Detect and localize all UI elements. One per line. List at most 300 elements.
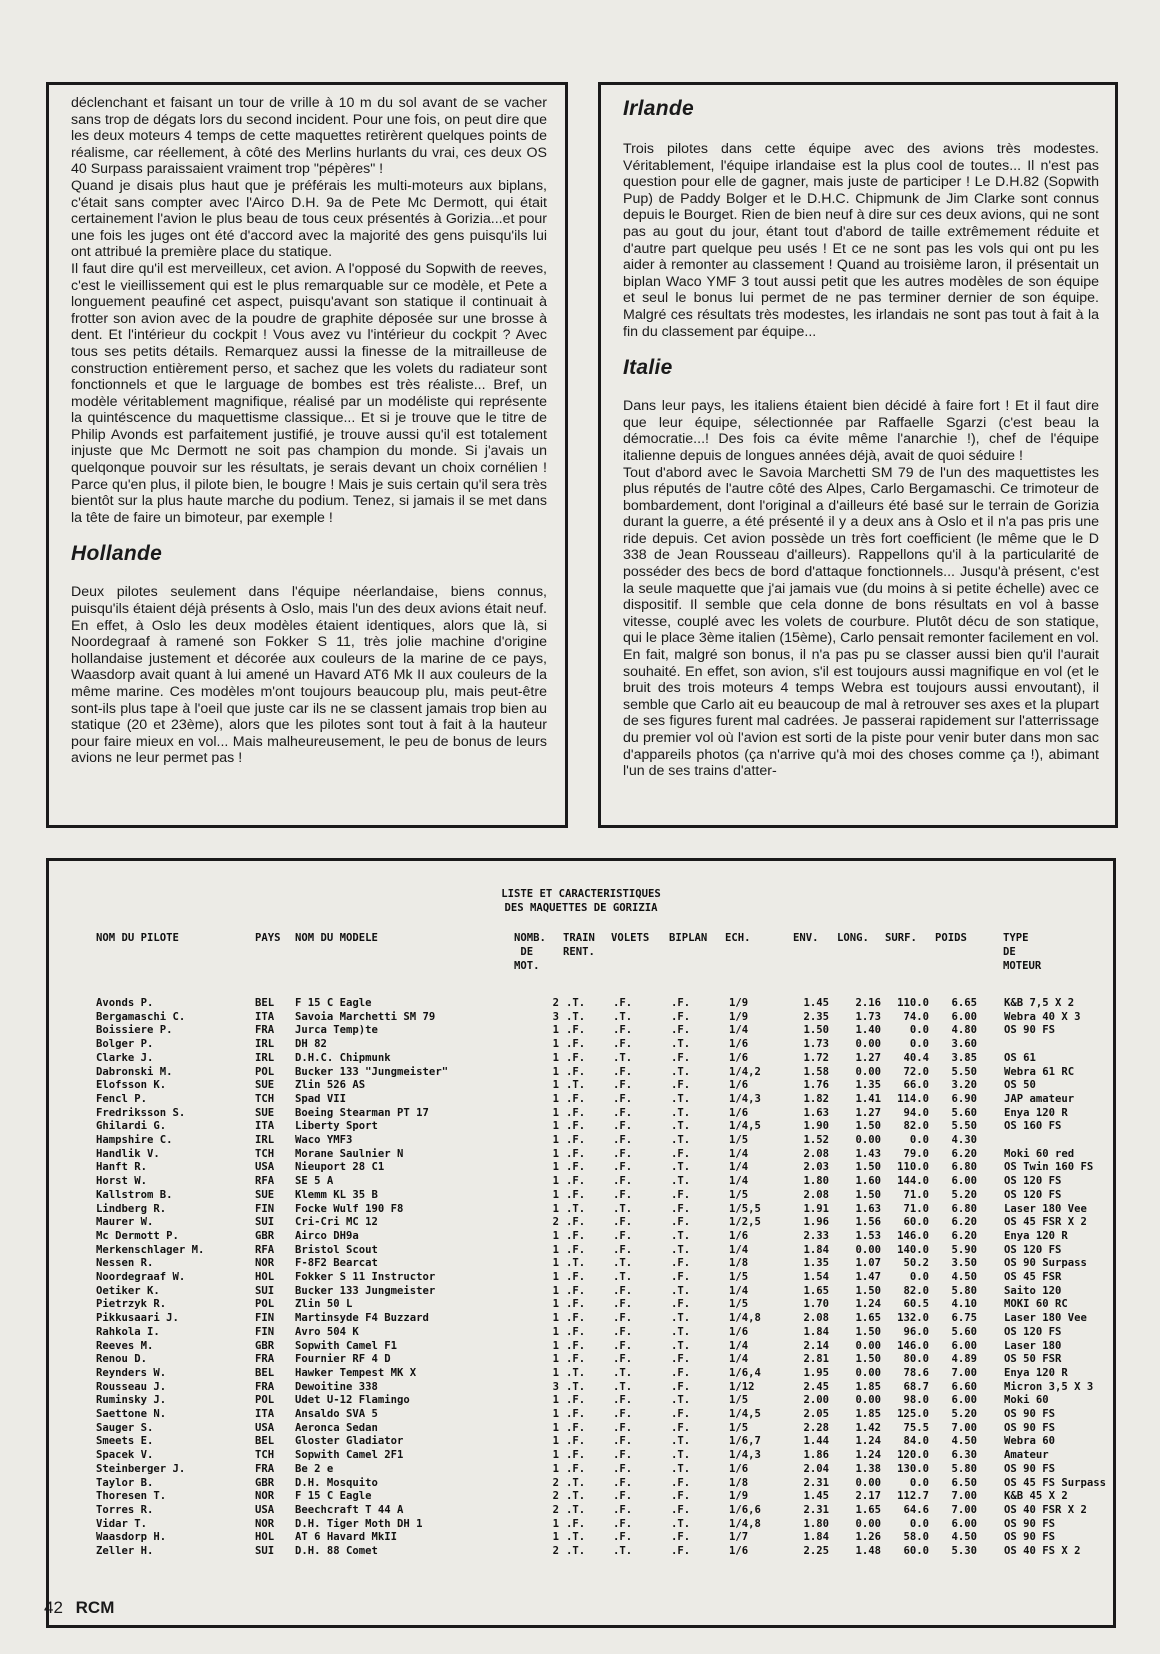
cell-biplan: .T. [671,1175,691,1188]
table-row [49,1203,1113,1217]
cell-poids: 4.10 [951,1298,977,1311]
section-heading-irlande: Irlande [623,97,694,120]
cell-modele: DH 82 [295,1038,327,1051]
cell-pilote: Oetiker K. [96,1284,160,1297]
table-row [49,1038,1113,1052]
cell-poids: 7.00 [951,1366,977,1379]
cell-pays: NOR [255,1490,275,1503]
cell-train: .F. [566,1106,586,1119]
cell-train: .F. [566,1229,586,1242]
cell-poids: 6.00 [951,1339,977,1352]
cell-surf: 82.0 [903,1284,929,1297]
cell-ech: 1/2,5 [729,1216,761,1229]
cell-poids: 6.00 [951,1517,977,1530]
cell-surf: 71.0 [903,1188,929,1201]
cell-long: 1.85 [855,1380,881,1393]
header-ech: ECH. [725,932,751,944]
cell-poids: 5.20 [951,1188,977,1201]
cell-ech: 1/5 [729,1394,749,1407]
cell-long: 2.17 [855,1490,881,1503]
cell-train: .T. [566,997,586,1009]
cell-biplan: .T. [671,1092,691,1105]
table-row [49,1422,1113,1436]
cell-pilote: Steinberger J. [96,1462,186,1475]
cell-nomb: 1 [552,1517,559,1530]
cell-env: 2.05 [803,1408,829,1420]
cell-moteur: OS 45 FS Surpass [1004,1476,1107,1489]
cell-env: 1.44 [803,1435,829,1448]
cell-surf: 60.0 [903,1216,929,1229]
cell-ech: 1/6 [729,1545,749,1557]
table-row [49,1024,1113,1038]
table-row [49,1257,1113,1271]
cell-env: 1.52 [803,1134,829,1146]
cell-pays: SUI [255,1284,275,1297]
table-row [49,1148,1113,1162]
cell-pilote: Clarke J. [96,1051,154,1064]
cell-surf: 94.0 [903,1106,929,1119]
table-row [49,1463,1113,1477]
cell-volets: .F. [613,1503,633,1516]
cell-moteur: Amateur [1004,1449,1049,1462]
cell-volets: .T. [613,1051,633,1064]
cell-nomb: 1 [552,1106,559,1119]
cell-ech: 1/6 [729,1051,749,1064]
cell-ech: 1/5 [729,1134,749,1146]
cell-train: .F. [566,1284,586,1297]
cell-surf: 146.0 [897,1339,929,1352]
cell-nomb: 1 [552,1257,559,1270]
table-row [49,1435,1113,1449]
cell-biplan: .T. [671,1134,691,1146]
cell-biplan: .F. [671,1545,691,1557]
paragraph: Tout d'abord avec le Savoia Marchetti SM 79 de l'un des maquettistes les plus réputés de l'autre côté des Alpes, Carlo Bergamaschi. Ce trimoteur de bombardement, dont l'original a d'ailleurs été basé sur le terrain de Gorizia durant la guerre, a été présenté il y a deux ans à Oslo et il n'a pas pris une ride depuis. Cet avion possède un très fort coefficient (le même que le D 338 de Jean Rousseau d'ailleurs). Rappellons qu'il à la particularité de posséder des becs de bord d'attaque fonctionnels... Jusqu'à présent, c'est la seule maquette que j'ai jamais vue (du moins à si petite échelle) avec ce dispositif. Il semble que cela donne de bons résultats en vol à basse vitesse, couplé avec les volets de courbure. Plutôt décu de son statique, qui le place 3ème italien (15ème), Carlo pensait remonter facilement en vol. En fait, malgré son bonus, il n'a pas pu se classer aussi bien qu'il l'aurait souhaité. En effet, son avion, s'il est toujours aussi magnifique en vol (et le bruit des trois moteurs 4 temps Webra est toujours aussi envoutant), il semble que Carlo ait eu beaucoup de mal à retrouver ses axes et la plupart de ses figures furent mal cadrées. Je passerai rapidement sur l'atterrissage du premier vol où l'avion est sorti de la piste pour venir buter dans mon sac d'appareils photos (ça n'arrive qu'à moi des choses comme ça !), abimant l'un de ses trains d'atter- [623,464,1099,780]
cell-modele: Martinsyde F4 Buzzard [295,1312,429,1325]
cell-env: 1.63 [803,1106,829,1119]
cell-poids: 5.20 [951,1408,977,1420]
cell-poids: 3.50 [951,1257,977,1270]
cell-pilote: Ruminsky J. [96,1394,167,1407]
cell-env: 2.14 [803,1339,829,1352]
cell-moteur: Micron 3,5 X 3 [1004,1380,1094,1393]
cell-ech: 1/4 [729,1243,749,1256]
cell-train: .F. [566,1325,586,1338]
cell-pilote: Hanft R. [96,1161,148,1174]
cell-surf: 98.0 [903,1394,929,1407]
cell-train: .F. [566,1298,586,1311]
cell-surf: 114.0 [897,1092,929,1105]
cell-biplan: .F. [671,1380,691,1393]
cell-pilote: Merkenschlager M. [96,1243,205,1256]
cell-surf: 0.0 [909,1517,929,1530]
cell-long: 1.50 [855,1284,881,1297]
cell-env: 1.84 [803,1325,829,1338]
cell-nomb: 1 [552,1134,559,1146]
cell-pilote: Sauger S. [96,1421,154,1434]
cell-train: .T. [566,1545,586,1557]
cell-long: 1.24 [855,1298,881,1311]
table-row [49,1449,1113,1463]
cell-train: .F. [566,1092,586,1105]
table-row [49,1490,1113,1504]
cell-biplan: .T. [671,1065,691,1078]
cell-poids: 5.50 [951,1065,977,1078]
cell-moteur: OS 90 Surpass [1004,1257,1087,1270]
cell-env: 1.90 [803,1120,829,1133]
cell-env: 1.35 [803,1257,829,1270]
cell-long: 0.00 [855,1366,881,1379]
cell-poids: 6.00 [951,1394,977,1407]
cell-pays: GBR [255,1229,275,1242]
cell-biplan: .F. [671,1476,691,1489]
cell-pays: FRA [255,1380,275,1393]
cell-train: .F. [566,1271,586,1283]
cell-env: 2.25 [803,1545,829,1557]
cell-biplan: .F. [671,1010,691,1023]
models-table [46,858,1116,1628]
table-row [49,1093,1113,1107]
cell-pays: IRL [255,1134,275,1146]
table-row [49,1326,1113,1340]
cell-train: .F. [566,1175,586,1188]
cell-modele: Sopwith Camel F1 [295,1339,398,1352]
cell-volets: .F. [613,1353,633,1366]
cell-nomb: 1 [552,1092,559,1105]
cell-env: 2.28 [803,1421,829,1434]
cell-modele: Zlin 526 AS [295,1079,366,1092]
cell-ech: 1/4,8 [729,1517,761,1530]
cell-nomb: 1 [552,1408,559,1420]
cell-env: 2.03 [803,1161,829,1174]
cell-nomb: 1 [552,1243,559,1256]
cell-surf: 110.0 [897,1161,929,1174]
cell-env: 1.65 [803,1284,829,1297]
table-row [49,1189,1113,1203]
cell-surf: 74.0 [903,1010,929,1023]
cell-train: .F. [566,1517,586,1530]
cell-modele: Bucker 133 "Jungmeister" [295,1065,449,1078]
cell-env: 1.70 [803,1298,829,1311]
cell-volets: .F. [613,1092,633,1105]
cell-nomb: 1 [552,1202,559,1215]
cell-pays: ITA [255,1120,275,1133]
cell-moteur: Laser 180 Vee [1004,1312,1087,1325]
cell-ech: 1/4 [729,1175,749,1188]
cell-train: .F. [566,1243,586,1256]
cell-long: 1.42 [855,1421,881,1434]
cell-moteur: Moki 60 red [1004,1147,1075,1160]
cell-modele: Boeing Stearman PT 17 [295,1106,429,1119]
cell-volets: .F. [613,1325,633,1338]
cell-volets: .T. [613,1545,633,1557]
cell-pays: IRL [255,1038,275,1051]
cell-ech: 1/8 [729,1476,749,1489]
cell-pays: TCH [255,1092,275,1105]
cell-env: 2.81 [803,1353,829,1366]
table-row [49,1216,1113,1230]
cell-ech: 1/5 [729,1188,749,1201]
cell-pays: ITA [255,1408,275,1420]
cell-moteur: Moki 60 [1004,1394,1049,1407]
article-text-irlande [623,141,1099,340]
cell-modele: Nieuport 28 C1 [295,1161,385,1174]
cell-ech: 1/5 [729,1298,749,1311]
cell-biplan: .F. [671,1490,691,1503]
cell-modele: Aeronca Sedan [295,1421,378,1434]
cell-env: 2.04 [803,1462,829,1475]
cell-ech: 1/9 [729,1010,749,1023]
cell-biplan: .T. [671,1462,691,1475]
cell-poids: 7.00 [951,1421,977,1434]
cell-pays: FIN [255,1202,275,1215]
cell-train: .F. [566,1421,586,1434]
cell-pays: ITA [255,1010,275,1023]
cell-moteur: Webra 60 [1004,1435,1056,1448]
cell-poids: 6.00 [951,1175,977,1188]
cell-train: .T. [566,1380,586,1393]
cell-train: .F. [566,1024,586,1037]
cell-modele: Focke Wulf 190 F8 [295,1202,404,1215]
cell-pilote: Fredriksson S. [96,1106,186,1119]
table-row [49,1066,1113,1080]
cell-pays: FRA [255,1462,275,1475]
cell-env: 1.45 [803,1490,829,1503]
cell-biplan: .T. [671,1394,691,1407]
cell-long: 1.47 [855,1271,881,1283]
cell-surf: 110.0 [897,997,929,1009]
cell-train: .F. [566,1147,586,1160]
cell-ech: 1/4 [729,1161,749,1174]
cell-biplan: .T. [671,1435,691,1448]
cell-nomb: 1 [552,1435,559,1448]
cell-volets: .T. [613,1202,633,1215]
cell-pilote: Maurer W. [96,1216,154,1229]
cell-env: 1.91 [803,1202,829,1215]
cell-pilote: Elofsson K. [96,1079,167,1092]
cell-volets: .F. [613,1147,633,1160]
cell-train: .T. [566,1079,586,1092]
cell-nomb: 1 [552,1229,559,1242]
cell-modele: F 15 C Eagle [295,997,372,1009]
cell-poids: 4.80 [951,1024,977,1037]
cell-surf: 96.0 [903,1325,929,1338]
page-number: 42 [44,1598,63,1617]
cell-surf: 66.0 [903,1079,929,1092]
cell-pays: TCH [255,1449,275,1462]
cell-pilote: Nessen R. [96,1257,154,1270]
cell-ech: 1/5 [729,1421,749,1434]
cell-poids: 4.89 [951,1353,977,1366]
cell-long: 1.53 [855,1229,881,1242]
cell-ech: 1/9 [729,1490,749,1503]
cell-volets: .F. [613,1161,633,1174]
cell-biplan: .T. [671,1229,691,1242]
paragraph: Deux pilotes seulement dans l'équipe néerlandaise, biens connus, puisqu'ils étaient déjà présents à Oslo, mais l'un des deux avions était neuf. En effet, à Oslo les deux modèles étaient identiques, alors que là, si Noordegraaf à ramené son Fokker S 11, très jolie machine d'origine hollandaise justement et décorée aux couleurs de la marine de ce pays, Waasdorp avait quant à lui amené un Havard AT6 Mk II aux couleurs de la même marine. Ces modèles m'ont toujours beaucoup plu, mais peut-être sont-ils plus tape à l'oeil que juste car ils ne se classent jamais trop bien au statique (20 et 23ème), alors que les pilotes sont tout à fait à la hauteur pour faire mieux en vol... Mais malheureusement, le peu de bonus de leurs avions ne leur permet pas ! [71,584,547,767]
cell-modele: D.H. Tiger Moth DH 1 [295,1517,423,1530]
cell-moteur: OS 90 FS [1004,1531,1056,1544]
cell-poids: 6.80 [951,1161,977,1174]
cell-volets: .F. [613,1079,633,1092]
cell-volets: .F. [613,1120,633,1133]
cell-pays: USA [255,1503,275,1516]
paragraph: Trois pilotes dans cette équipe avec des avions très modestes. Véritablement, l'équipe irlandaise est la plus cool de toutes... Il n'est pas question pour elle de gagner, mais juste de participer ! Le D.H.82 (Sopwith Pup) de Paddy Bolger et le D.H.C. Chipmunk de Jim Clarke sont connus depuis le Bourget. Rien de bien neuf à dire sur ces deux avions, qui ne sont pas au gout du jour, étant tout d'abord de taille extrêmement réduite et d'autre part quelque peu usés ! Et ce ne sont pas les vols qui ont pu les aider à remonter au classement ! Quand au troisième laron, il présentait un biplan Waco YMF 3 tout aussi petit que les autres modèles de son équipe et seul le bonus lui permet de ne pas terminer dernier de son équipe. Malgré ces résultats très modestes, les irlandais ne sont pas tout à fait à la fin du classement par équipe... [623,141,1099,340]
cell-poids: 3.60 [951,1038,977,1051]
cell-surf: 0.0 [909,1271,929,1283]
cell-biplan: .F. [671,1366,691,1379]
cell-train: .T. [566,1503,586,1516]
cell-ech: 1/4,3 [729,1092,761,1105]
cell-volets: .F. [613,1188,633,1201]
cell-poids: 4.50 [951,1531,977,1544]
cell-moteur: OS 90 FS [1004,1408,1056,1420]
cell-long: 2.16 [855,997,881,1009]
cell-modele: Avro 504 K [295,1325,359,1338]
cell-long: 1.38 [855,1462,881,1475]
cell-pays: SUI [255,1216,275,1229]
cell-pays: BEL [255,1435,275,1448]
cell-modele: Cri-Cri MC 12 [295,1216,378,1229]
cell-biplan: .F. [671,1408,691,1420]
table-row [49,1394,1113,1408]
cell-surf: 40.4 [903,1051,929,1064]
cell-ech: 1/6 [729,1229,749,1242]
cell-nomb: 1 [552,1312,559,1325]
cell-long: 1.50 [855,1120,881,1133]
cell-env: 2.08 [803,1188,829,1201]
cell-train: .T. [566,1202,586,1215]
cell-moteur: OS 40 FS X 2 [1004,1545,1081,1557]
cell-long: 1.85 [855,1408,881,1420]
cell-surf: 71.0 [903,1202,929,1215]
cell-long: 1.26 [855,1531,881,1544]
cell-surf: 60.5 [903,1298,929,1311]
table-row [49,1230,1113,1244]
cell-pilote: Dabronski M. [96,1065,173,1078]
cell-pilote: Reynders W. [96,1366,167,1379]
cell-pays: SUI [255,1545,275,1557]
cell-modele: Liberty Sport [295,1120,378,1133]
cell-modele: Be 2 e [295,1462,334,1475]
header-train: TRAIN RENT. [563,932,595,958]
cell-train: .F. [566,1408,586,1420]
cell-poids: 6.20 [951,1216,977,1229]
cell-nomb: 1 [552,1065,559,1078]
cell-env: 2.31 [803,1503,829,1516]
cell-surf: 112.7 [897,1490,929,1503]
cell-modele: D.H. Mosquito [295,1476,378,1489]
table-row [49,1381,1113,1395]
cell-moteur: OS 90 FS [1004,1462,1056,1475]
cell-poids: 4.30 [951,1134,977,1146]
paragraph: Quand je disais plus haut que je préférais les multi-moteurs aux biplans, c'était sans compter avec l'Airco D.H. 9a de Pete Mc Dermott, qui était certainement l'avion le plus beau de tous ceux présentés à Gorizia...et pour une fois les juges ont été d'accord avec la majorité des gens puisqu'ils lui ont attribué la première place du statique. [71,177,547,261]
table-row [49,1079,1113,1093]
cell-ech: 1/9 [729,997,749,1009]
section-heading-italie: Italie [623,356,673,380]
cell-modele: D.H. 88 Comet [295,1545,378,1557]
cell-poids: 5.30 [951,1545,977,1557]
cell-long: 1.63 [855,1202,881,1215]
cell-moteur: K&B 45 X 2 [1004,1490,1068,1503]
cell-moteur: OS 40 FSR X 2 [1004,1503,1087,1516]
cell-modele: Klemm KL 35 B [295,1188,378,1201]
cell-surf: 144.0 [897,1175,929,1188]
cell-train: .F. [566,1120,586,1133]
cell-pays: FRA [255,1353,275,1366]
cell-modele: Hawker Tempest MK X [295,1366,417,1379]
cell-biplan: .F. [671,1079,691,1092]
table-row [49,1244,1113,1258]
cell-surf: 120.0 [897,1449,929,1462]
cell-ech: 1/4 [729,1339,749,1352]
cell-nomb: 1 [552,1051,559,1064]
cell-env: 1.95 [803,1366,829,1379]
cell-pilote: Thoresen T. [96,1490,167,1503]
cell-volets: .F. [613,1312,633,1325]
cell-moteur: OS 50 [1004,1079,1036,1092]
cell-moteur: Enya 120 R [1004,1366,1068,1379]
cell-volets: .T. [613,1380,633,1393]
header-nomb: NOMB. DE MOT. [514,932,546,972]
cell-pilote: Pietrzyk R. [96,1298,167,1311]
cell-surf: 75.5 [903,1421,929,1434]
cell-train: .F. [566,1353,586,1366]
header-poids: POIDS [935,932,967,944]
cell-env: 2.33 [803,1229,829,1242]
cell-poids: 6.00 [951,1010,977,1023]
cell-env: 2.45 [803,1380,829,1393]
table-row [49,1120,1113,1134]
cell-env: 1.45 [803,997,829,1009]
table-row [49,1477,1113,1491]
cell-biplan: .F. [671,1202,691,1215]
cell-pilote: Spacek V. [96,1449,154,1462]
cell-moteur: OS 120 FS [1004,1188,1062,1201]
cell-nomb: 2 [552,1503,559,1516]
cell-nomb: 1 [552,1353,559,1366]
cell-train: .T. [566,1490,586,1503]
cell-nomb: 1 [552,1284,559,1297]
cell-biplan: .T. [671,1325,691,1338]
magazine-name: RCM [75,1598,115,1617]
cell-long: 0.00 [855,1339,881,1352]
cell-surf: 84.0 [903,1435,929,1448]
cell-env: 1.72 [803,1051,829,1064]
paragraph: Dans leur pays, les italiens étaient bien décidé à faire fort ! Et il faut dire que leur équipe, sélectionnée par Raffaelle Sgarzi (c'est beau la démocratie...! Des fois ca évite même l'anarchie !), chef de l'équipe italienne depuis de longues années déjà, avait de quoi séduire ! [623,398,1099,464]
cell-env: 1.80 [803,1517,829,1530]
cell-poids: 6.80 [951,1202,977,1215]
cell-biplan: .T. [671,1120,691,1133]
cell-modele: Waco YMF3 [295,1134,353,1146]
cell-poids: 6.65 [951,997,977,1009]
cell-long: 0.00 [855,1243,881,1256]
cell-ech: 1/8 [729,1257,749,1270]
cell-train: .F. [566,1161,586,1174]
cell-train: .T. [566,1476,586,1489]
cell-train: .F. [566,1339,586,1352]
header-long: LONG. [837,932,869,944]
cell-volets: .T. [613,1010,633,1023]
cell-poids: 5.80 [951,1284,977,1297]
cell-biplan: .T. [671,1517,691,1530]
cell-poids: 6.20 [951,1147,977,1160]
cell-pays: POL [255,1298,275,1311]
cell-moteur: OS Twin 160 FS [1004,1161,1094,1174]
cell-modele: F 15 C Eagle [295,1490,372,1503]
cell-pilote: Rahkola I. [96,1325,160,1338]
cell-pilote: Taylor B. [96,1476,154,1489]
cell-long: 0.00 [855,1065,881,1078]
cell-biplan: .F. [671,1147,691,1160]
